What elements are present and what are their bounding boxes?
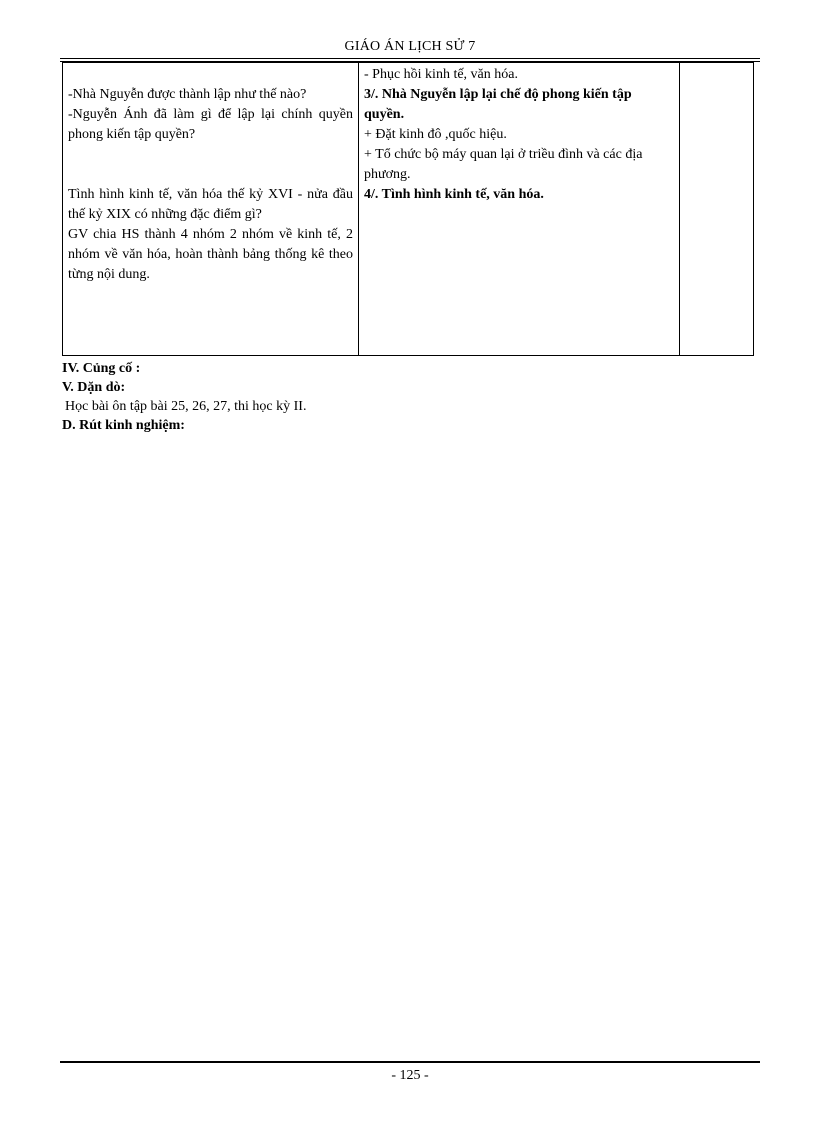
teacher-activity-cell [63, 63, 359, 356]
table-row [63, 63, 754, 356]
content-cell [359, 63, 680, 356]
experience-heading: D. Rút kinh nghiệm: [62, 418, 185, 433]
lesson-closing [62, 359, 762, 435]
question-founding: -Nhà Nguyễn được thành lập như thế nào? [68, 87, 307, 102]
content-point: + Tổ chức bộ máy quan lại ở triều đình và các địa phương. [364, 147, 643, 182]
header-rule [60, 58, 760, 59]
homework-text: Học bài ôn tập bài 25, 26, 27, thi học kỳ II. [65, 399, 307, 414]
notes-cell [680, 63, 754, 356]
content-line: - Phục hồi kinh tế, văn hóa. [364, 67, 518, 82]
homework-heading: V. Dặn dò: [62, 380, 126, 395]
spacer [68, 65, 353, 85]
footer-rule [60, 1061, 760, 1063]
page-header-title: GIÁO ÁN LỊCH SỬ 7 [344, 39, 476, 54]
lesson-table [62, 62, 754, 356]
section-heading-3: 3/. Nhà Nguyễn lập lại chế độ phong kiến tập quyền. [364, 87, 632, 122]
page-number: - 125 - [391, 1068, 429, 1083]
section-heading-4: 4/. Tình hình kinh tế, văn hóa. [364, 187, 544, 202]
question-centralization: -Nguyễn Ánh đã làm gì để lập lại chính quyền phong kiến tập quyền? [68, 107, 353, 142]
consolidation-heading: IV. Củng cố : [62, 361, 141, 376]
group-task: GV chia HS thành 4 nhóm 2 nhóm về kinh tế, 2 nhóm về văn hóa, hoàn thành bảng thống kê theo từng nội dung. [68, 227, 353, 282]
question-economy-culture: Tình hình kinh tế, văn hóa thế kỷ XVI - nửa đầu thế kỷ XIX có những đặc điểm gì? [68, 187, 353, 222]
content-point: + Đặt kinh đô ,quốc hiệu. [364, 127, 507, 142]
spacer [68, 145, 353, 185]
